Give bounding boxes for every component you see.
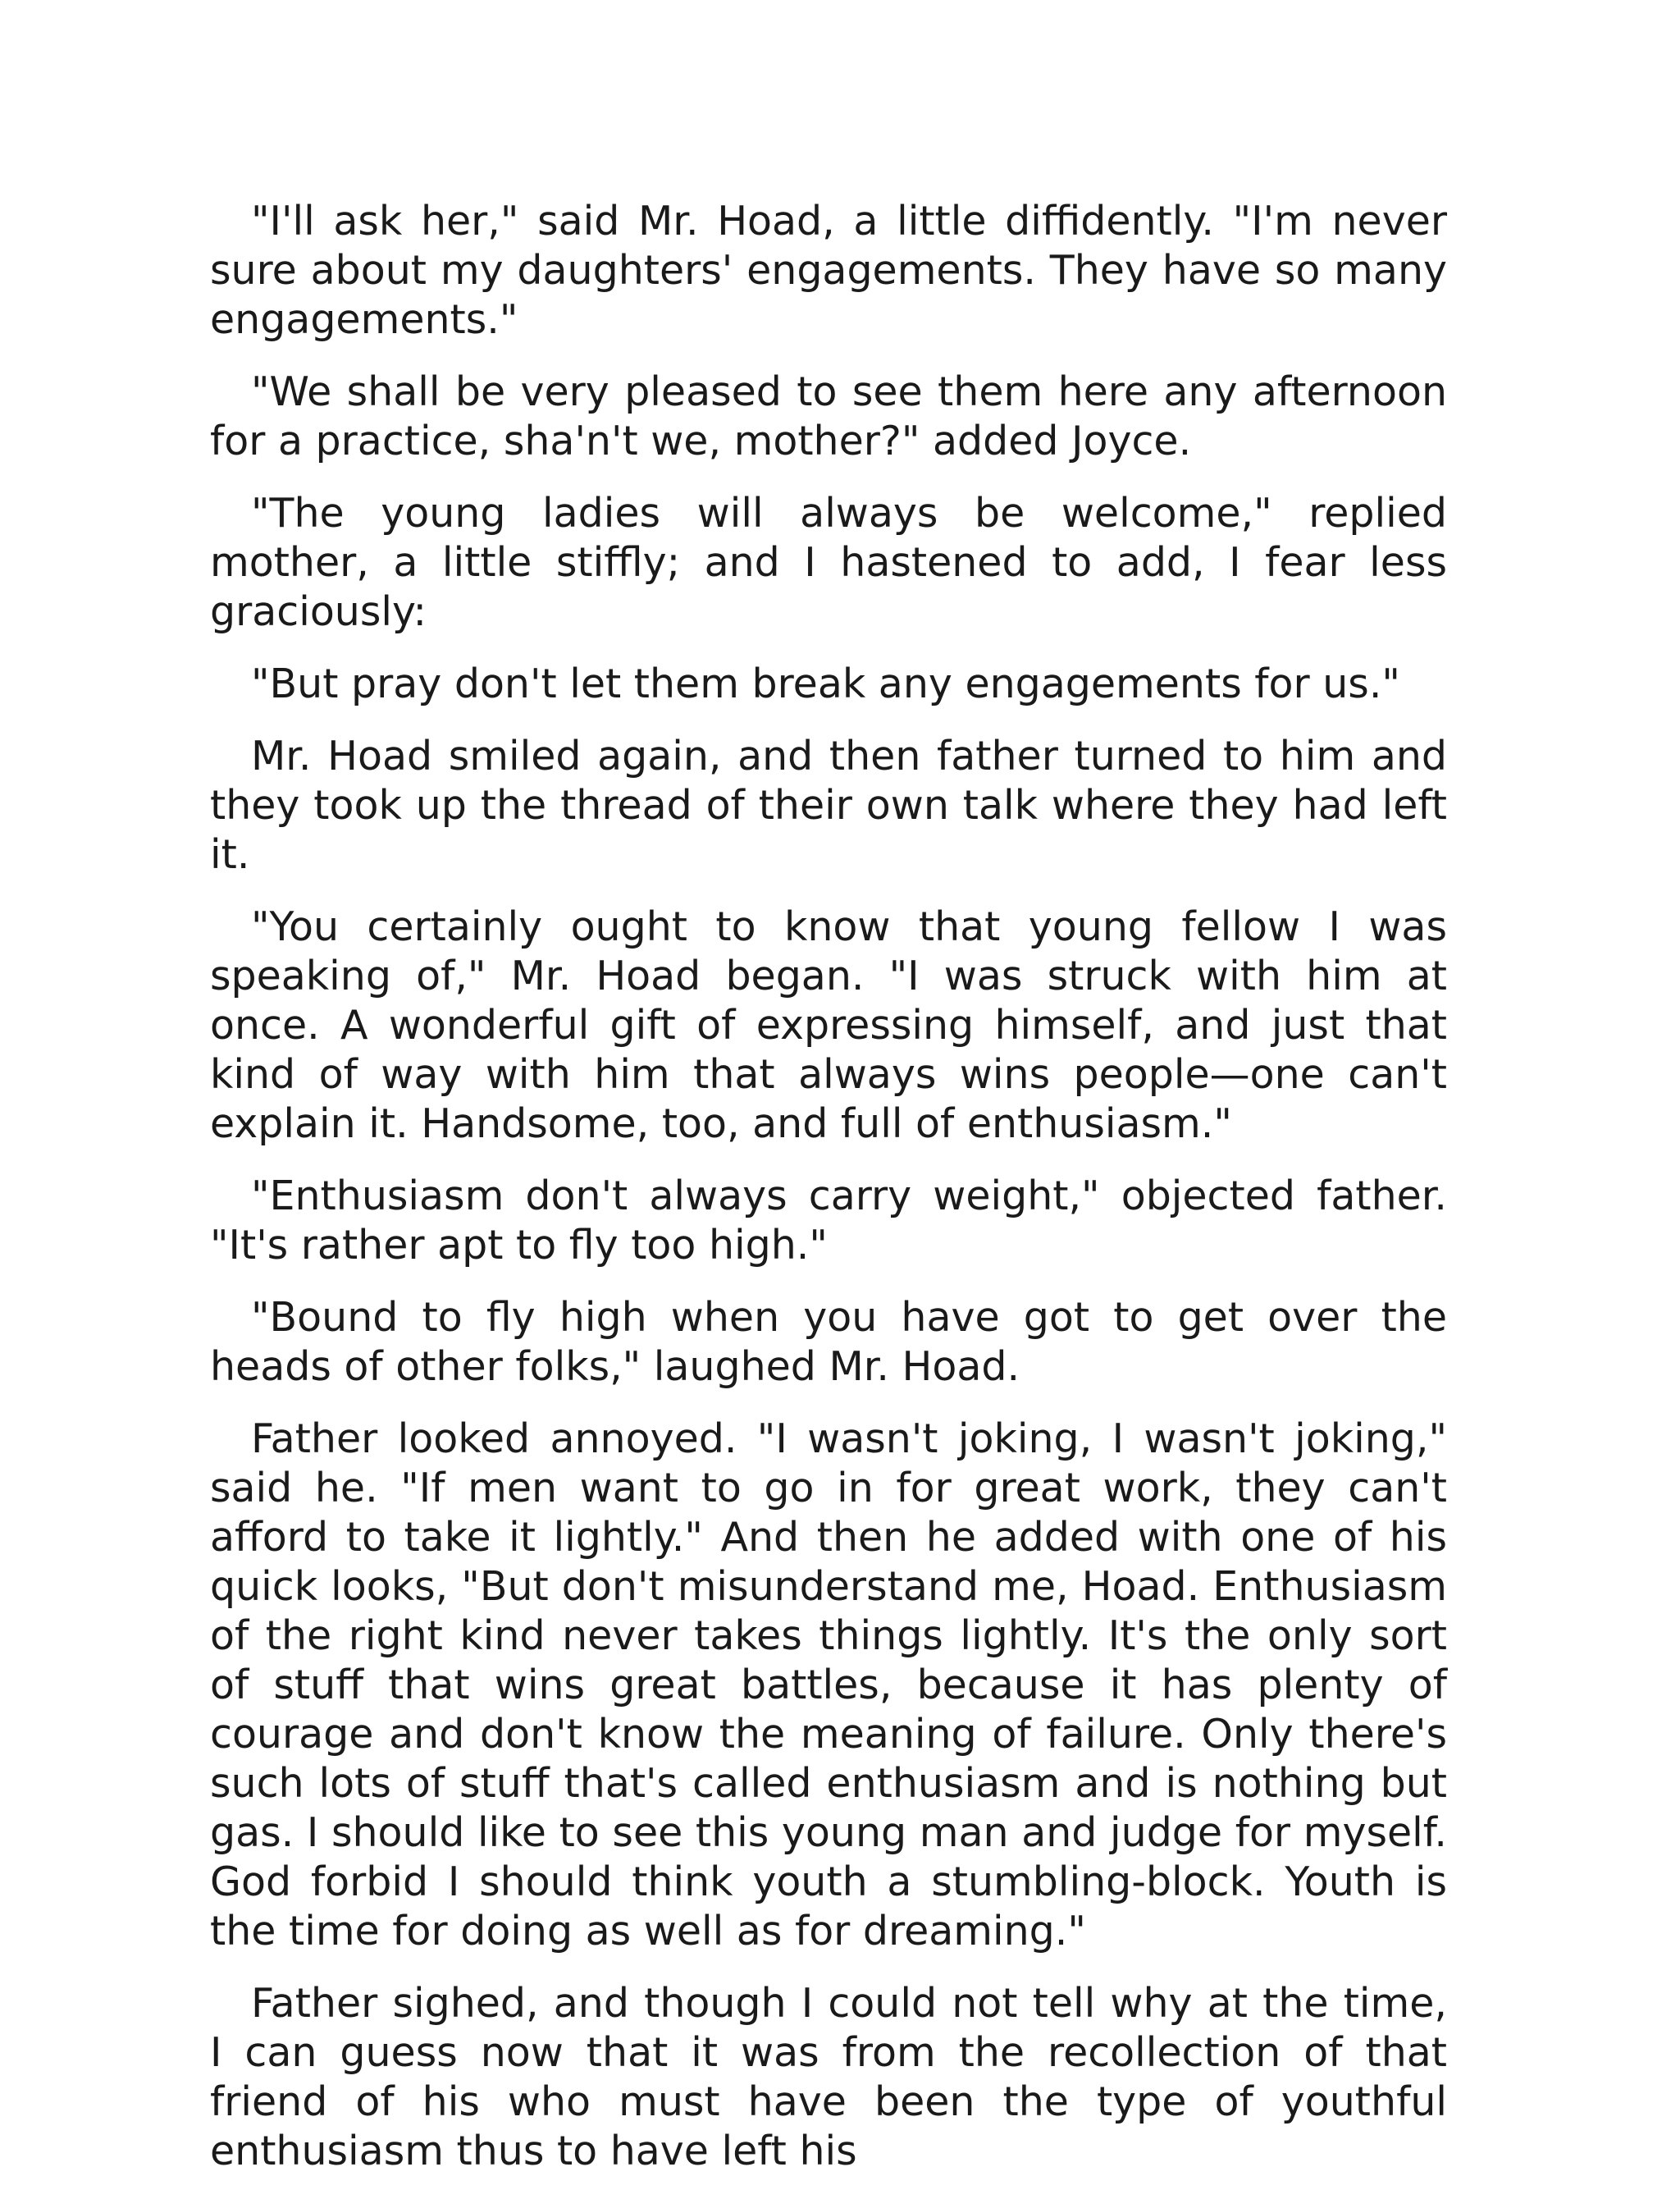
paragraph: Mr. Hoad smiled again, and then father turned to him and they took up the thread of their own talk where they had left it.: [210, 733, 1447, 878]
paragraph: Father sighed, and though I could not tell why at the time, I can guess now that it was from the recollection of that friend of his who must have been the type of youthful enthusiasm thus to have left his: [210, 1980, 1447, 2174]
paragraph: "Bound to fly high when you have got to get over the heads of other folks," laughed Mr. Hoad.: [210, 1294, 1447, 1390]
paragraph: "Enthusiasm don't always carry weight," objected father. "It's rather apt to fly too high.": [210, 1173, 1447, 1269]
paragraph: "The young ladies will always be welcome," replied mother, a little stiffly; and I hastened to add, I fear less graciously:: [210, 490, 1447, 635]
paragraph: "But pray don't let them break any engagements for us.": [251, 661, 1400, 707]
document-page: [210, 197, 1447, 2199]
paragraph: "You certainly ought to know that young fellow I was speaking of," Mr. Hoad began. "I was struck with him at once. A wonderful gift of expressing himself, and just that kind of way with him that always wins people—one can't explain it. Handsome, too, and full of enthusiasm.": [210, 903, 1447, 1147]
paragraph: "I'll ask her," said Mr. Hoad, a little diffidently. "I'm never sure about my daughters' engagements. They have so many engagements.": [210, 198, 1447, 343]
paragraph: Father looked annoyed. "I wasn't joking, I wasn't joking," said he. "If men want to go in for great work, they can't afford to take it lightly." And then he added with one of his quick looks, "But don't misunderstand me, Hoad. Enthusiasm of the right kind never takes things lightly. It's the only sort of stuff that wins great battles, because it has plenty of courage and don't know the meaning of failure. Only there's such lots of stuff that's called enthusiasm and is nothing but gas. I should like to see this young man and judge for myself. God forbid I should think youth a stumbling-block. Youth is the time for doing as well as for dreaming.": [210, 1415, 1447, 1954]
paragraph: "We shall be very pleased to see them here any afternoon for a practice, sha'n't we, mother?" added Joyce.: [210, 368, 1447, 464]
